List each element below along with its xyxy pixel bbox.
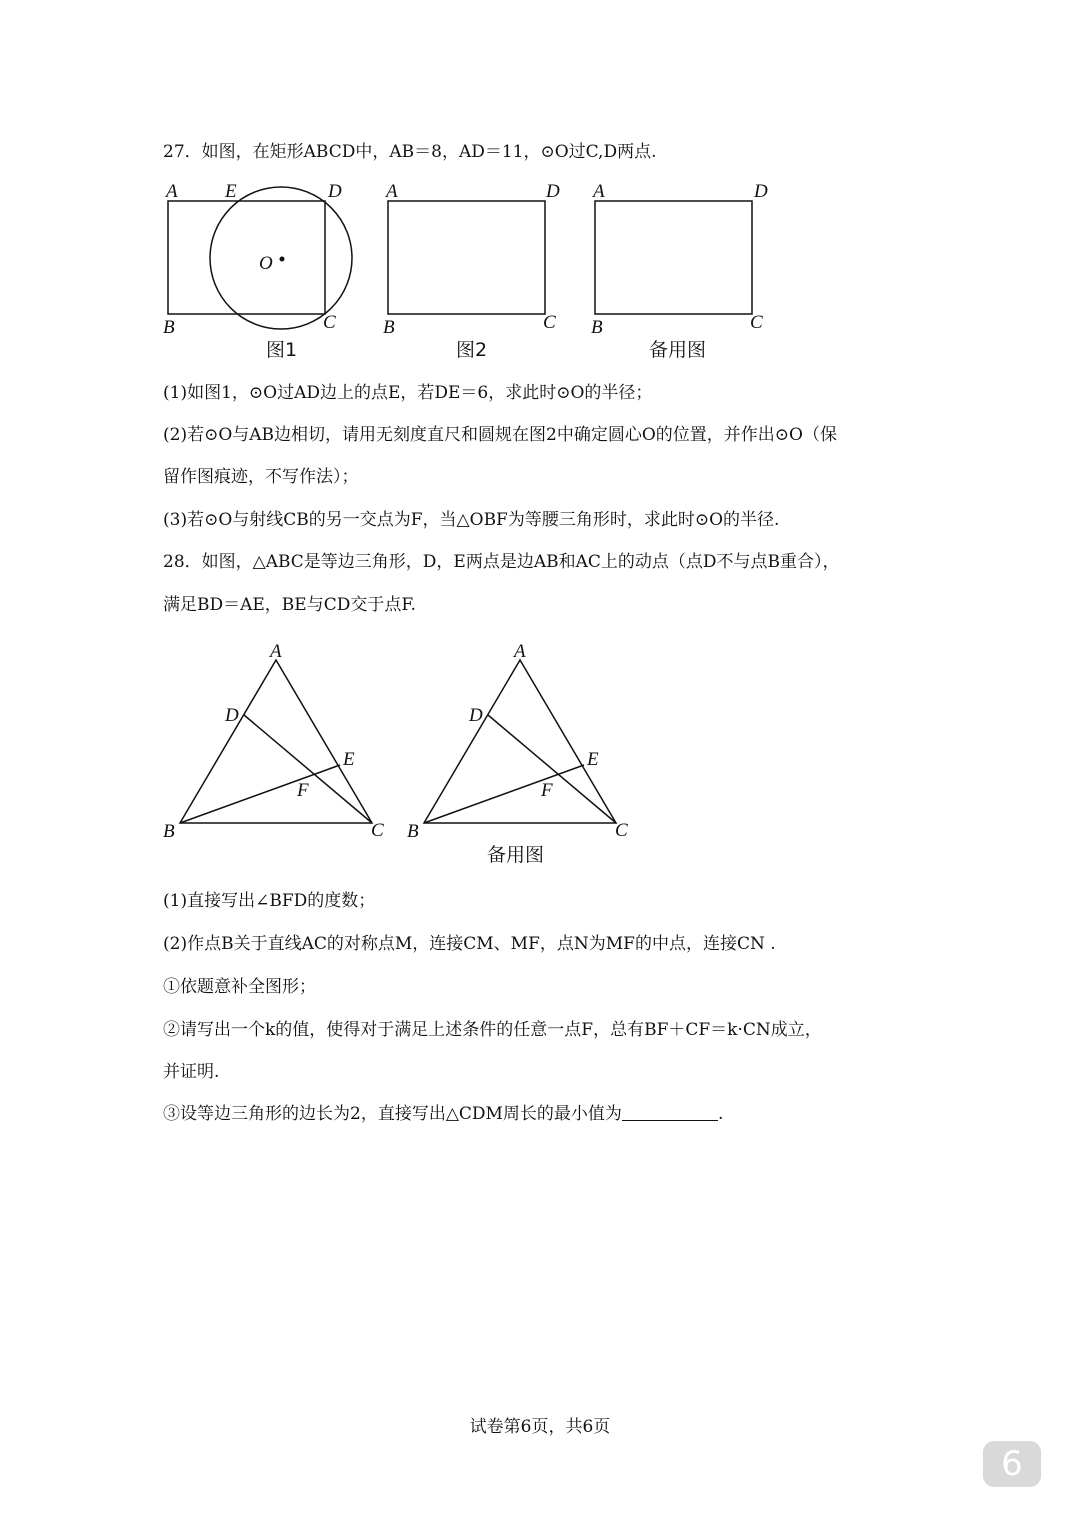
q28-stem-line2: 满足BD＝AE，BE与CD交于点F.	[163, 595, 416, 615]
fig3-label-b: B	[591, 317, 603, 338]
fig3-label-d: D	[754, 181, 768, 202]
q28-part1: (1)直接写出∠BFD的度数；	[163, 891, 376, 911]
q28-part2-sub3	[163, 1102, 723, 1126]
fig1-label-e: E	[225, 181, 237, 202]
q28-part2-sub1: ①依题意补全图形；	[163, 977, 316, 997]
tri1-label-c: C	[371, 820, 384, 841]
q27-part3: (3)若⊙O与射线CB的另一交点为F，当△OBF为等腰三角形时，求此时⊙O的半径.	[163, 510, 780, 530]
q27-part1: (1)如图1，⊙O过AD边上的点E，若DE＝6，求此时⊙O的半径；	[163, 383, 653, 403]
tri1-label-e: E	[343, 749, 355, 770]
tri1-label-b: B	[163, 821, 175, 842]
q28-part2-sub2-line1: ②请写出一个k的值，使得对于满足上述条件的任意一点F，总有BF＋CF＝k·CN成立，	[163, 1020, 822, 1040]
fig3-label-a: A	[593, 181, 605, 202]
tri2-label-b: B	[407, 821, 419, 842]
q27-figure-2	[375, 176, 575, 366]
fig1-label-c: C	[323, 312, 336, 333]
tri1-label-a: A	[270, 641, 282, 662]
q28-stem-line1: 28．如图，△ABC是等边三角形，D，E两点是边AB和AC上的动点（点D不与点B重合），	[163, 552, 840, 572]
tri1-label-f: F	[297, 780, 309, 801]
tri2-label-f: F	[541, 780, 553, 801]
page-footer: 试卷第6页，共6页	[469, 1417, 611, 1437]
q28-backup-figure	[404, 638, 644, 868]
fig1-label-d: D	[328, 181, 342, 202]
fig3-caption: 备用图	[649, 339, 707, 361]
tri2-caption: 备用图	[487, 844, 545, 866]
q27-stem: 27．如图，在矩形ABCD中，AB＝8，AD＝11，⊙O过C,D两点.	[163, 142, 657, 162]
fig2-caption: 图2	[456, 339, 488, 361]
fig2-label-c: C	[543, 312, 556, 333]
fig2-label-b: B	[383, 317, 395, 338]
page-number-badge: 6	[983, 1441, 1041, 1487]
fig2-label-d: D	[546, 181, 560, 202]
q28-part2: (2)作点B关于直线AC的对称点M，连接CM、MF，点N为MF的中点，连接CN .	[163, 934, 776, 954]
tri2-label-e: E	[587, 749, 599, 770]
tri1-label-d: D	[225, 705, 239, 726]
fig1-label-a: A	[166, 181, 178, 202]
fig1-label-b: B	[163, 317, 175, 338]
q27-backup-figure	[582, 176, 782, 366]
fig3-label-c: C	[750, 312, 763, 333]
tri2-label-d: D	[469, 705, 483, 726]
tri2-label-c: C	[615, 820, 628, 841]
q28-part2-sub2-line2: 并证明.	[163, 1062, 220, 1082]
q28-part2-sub3-text: ③设等边三角形的边长为2，直接写出△CDM周长的最小值为	[163, 1104, 622, 1124]
answer-blank[interactable]	[622, 1102, 718, 1121]
q28-figure-1	[160, 638, 400, 848]
q28-part2-sub3-end: .	[717, 1104, 724, 1124]
q27-figure-1	[155, 176, 365, 366]
fig2-label-a: A	[386, 181, 398, 202]
fig1-label-o: O	[259, 253, 273, 274]
q27-part2-line2: 留作图痕迹，不写作法）；	[163, 467, 359, 487]
q27-part2-line1: (2)若⊙O与AB边相切，请用无刻度直尺和圆规在图2中确定圆心O的位置，并作出⊙O（保	[163, 425, 837, 445]
fig1-caption: 图1	[266, 339, 298, 361]
tri2-label-a: A	[514, 641, 526, 662]
